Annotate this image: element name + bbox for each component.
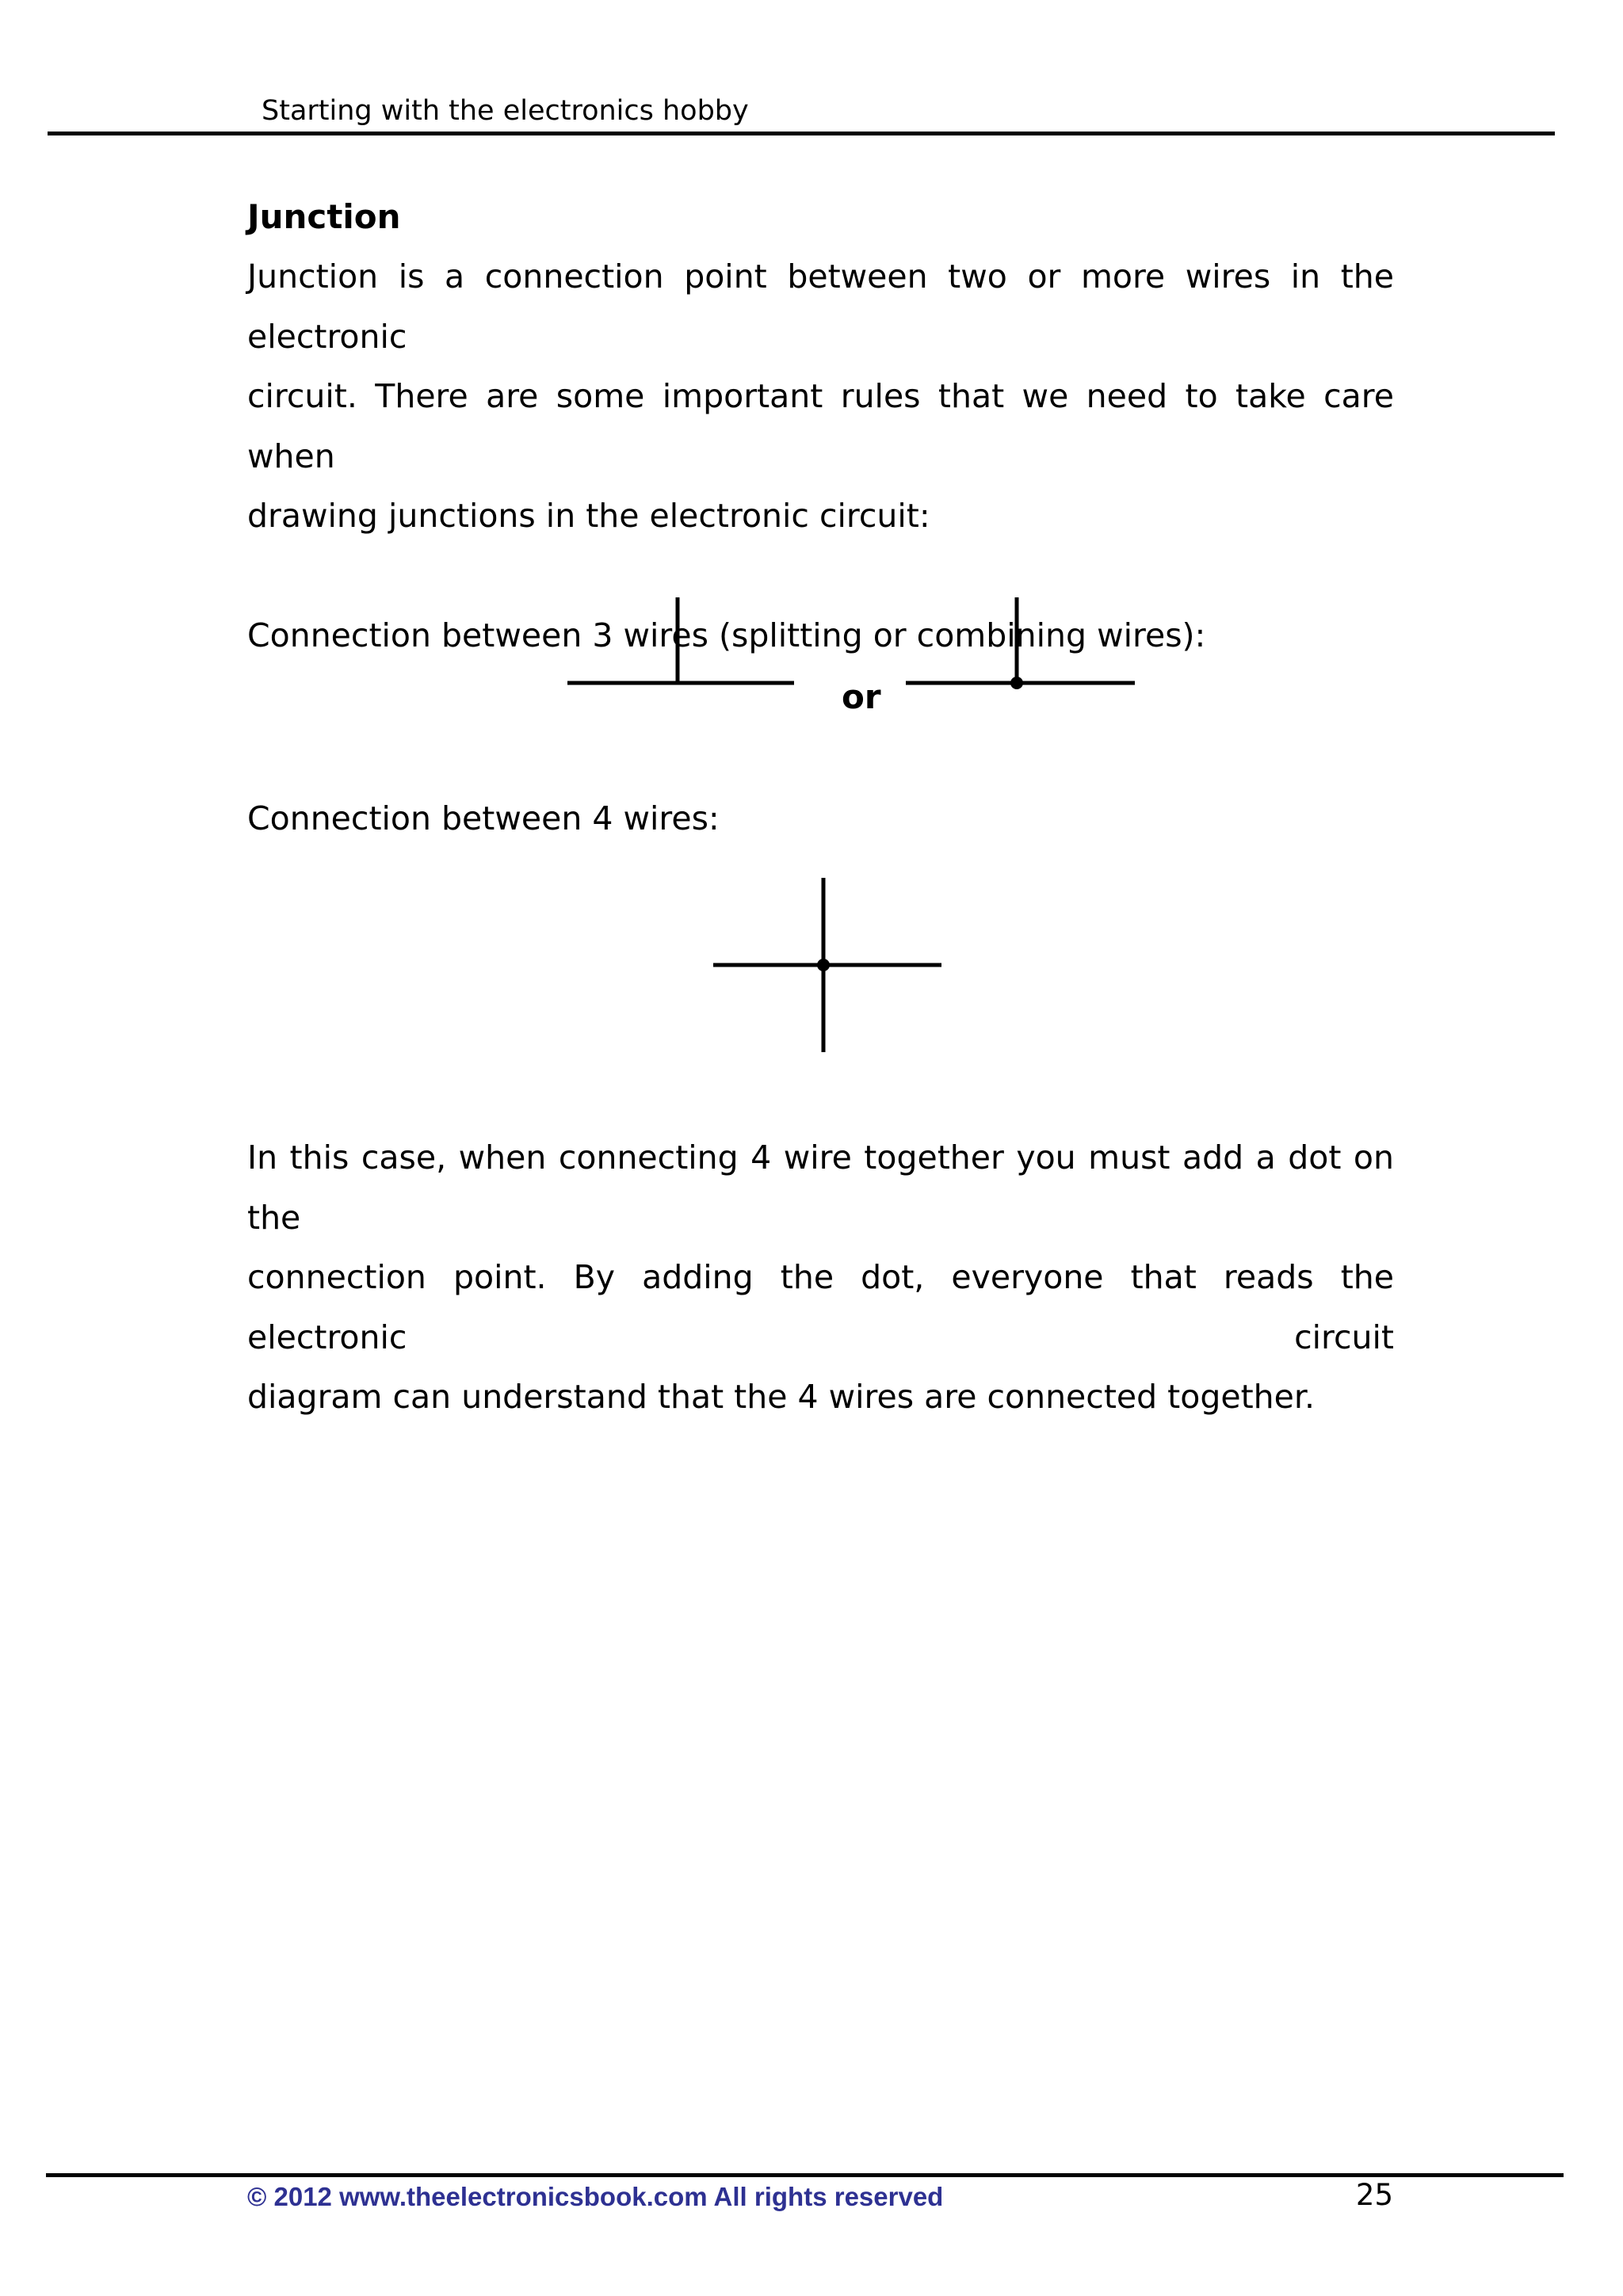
intro-paragraph [247, 247, 1394, 547]
page-number: 25 [1355, 2178, 1393, 2212]
explanation-paragraph [247, 1128, 1394, 1428]
three-wire-label: Connection between 3 wires (splitting or combining wires): [247, 616, 1206, 654]
footer-rule [46, 2173, 1564, 2177]
four-wire-junction-figure [705, 871, 951, 1062]
cross-junction-with-dot-symbol [713, 878, 941, 1052]
or-label: or [842, 677, 881, 716]
header-rule [48, 132, 1555, 135]
explanation-line: In this case, when connecting 4 wire together you must add a dot on the [247, 1138, 1394, 1237]
four-wire-label: Connection between 4 wires: [247, 799, 720, 837]
section-heading: Junction [247, 197, 401, 236]
explanation-line: connection point. By adding the dot, everyone that reads the electronic circuit [247, 1258, 1394, 1356]
junction-without-dot-symbol [567, 597, 794, 683]
junction-with-dot-symbol [906, 597, 1135, 689]
explanation-line: diagram can understand that the 4 wires are connected together. [247, 1378, 1315, 1416]
intro-line: drawing junctions in the electronic circuit: [247, 497, 930, 535]
footer-copyright: © 2012 www.theelectronicsbook.com All rights reserved [247, 2182, 944, 2211]
intro-line: Junction is a connection point between two or more wires in the electronic [247, 257, 1394, 356]
running-header: Starting with the electronics hobby [262, 95, 749, 127]
intro-line: circuit. There are some important rules that we need to take care when [247, 377, 1394, 475]
